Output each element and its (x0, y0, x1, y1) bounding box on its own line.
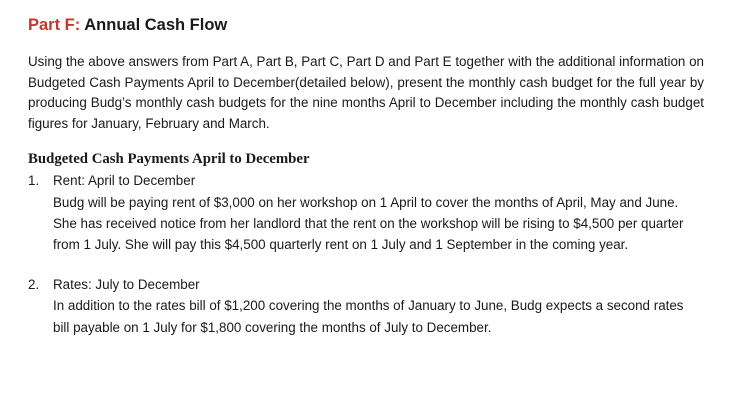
item-text: In addition to the rates bill of $1,200 covering the months of January to June, Budg expects a second rates bill payable on 1 July for $1,800 covering the months of July to December. (53, 298, 684, 335)
item-body (53, 274, 695, 338)
item-body (53, 170, 695, 255)
item-text: Budg will be paying rent of $3,000 on her workshop on 1 April to cover the months of April, May and June. She has received notice from her landlord that the rent on the workshop will be rising to $4,500 per quarter from 1 July. She will pay this $4,500 quarterly rent on 1 July and 1 September in the coming year. (53, 194, 684, 252)
part-label: Part F: (28, 16, 81, 34)
document-page (28, 14, 718, 338)
payments-list (28, 170, 718, 337)
item-title: Rent: April to December (53, 173, 196, 189)
item-number: 2. (28, 277, 40, 293)
list-item (28, 170, 718, 255)
item-title: Rates: July to December (53, 277, 200, 293)
section-heading: Budgeted Cash Payments April to December (28, 151, 310, 168)
part-title (28, 14, 718, 36)
part-name: Annual Cash Flow (84, 16, 228, 34)
item-number: 1. (28, 173, 40, 189)
list-item (28, 274, 718, 338)
intro-paragraph: Using the above answers from Part A, Part B, Part C, Part D and Part E together with the additional information on Budgeted Cash Payments April to December(detailed below), present the monthly cash budget for the full year by producing Budg’s monthly cash budgets for the nine months April to December including the monthly cash budget figures for January, February and March. (28, 54, 704, 131)
